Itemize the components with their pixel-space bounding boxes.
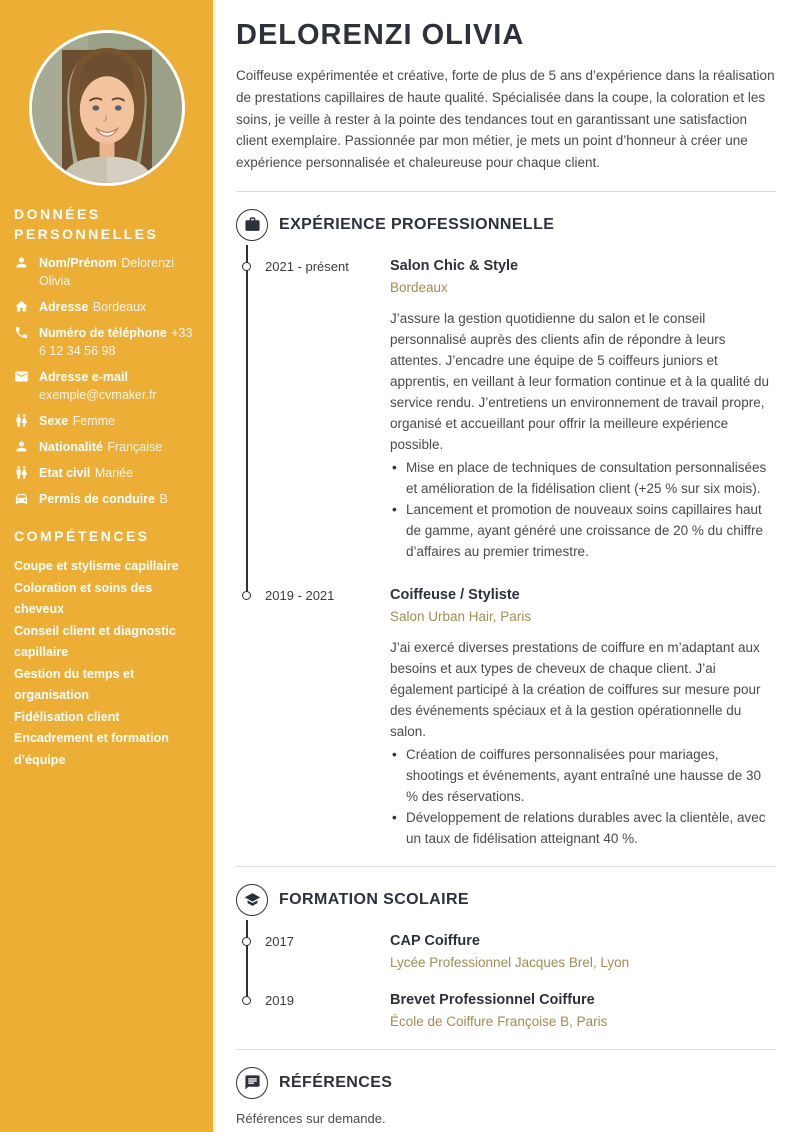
experience-entry	[246, 257, 776, 586]
list-item-driving-license	[14, 490, 199, 508]
education-entry	[246, 932, 776, 991]
skill-item: Coupe et stylisme capillaire	[14, 559, 179, 573]
profile-summary: Coiffeuse expérimentée et créative, forte de plus de 5 ans d’expérience dans la réalisation de prestations capillaires de haute qualité. Spécialisée dans la coupe, la coloration et les soins, je veille à rester à la pointe des tendances tout en garantissant une satisfaction client exemplaire. Passionnée par mon métier, je mets un point d’honneur à créer une expérience personnalisée et chaleureuse pour chaque client.	[236, 68, 775, 171]
education-section-head	[236, 884, 776, 916]
email-icon	[14, 369, 29, 384]
gender-icon	[14, 413, 29, 428]
timeline-dot	[242, 591, 251, 600]
section-divider	[236, 866, 776, 867]
skill-item: Conseil client et diagnostic capillaire	[14, 623, 176, 659]
bullet-item: • Développement de relations durables avec la clientèle, avec un taux de fidélisation atteignant 40 %.	[390, 807, 776, 849]
entry-degree: CAP Coiffure	[390, 932, 480, 949]
field-value: +33 6 12 34 56 98	[39, 326, 193, 358]
entry-school: Lycée Professionnel Jacques Brel, Lyon	[390, 954, 630, 970]
list-item-marital-status	[14, 464, 199, 482]
list-item-gender	[14, 412, 199, 430]
education-entry	[246, 991, 776, 1032]
personal-data-heading: DONNÉES PERSONNELLES	[14, 206, 159, 242]
education-entries	[246, 932, 776, 1032]
skill-item: Coloration et soins des cheveux	[14, 580, 153, 616]
list-item-nationality	[14, 438, 199, 456]
personal-data-list	[14, 254, 199, 508]
skill-item: Gestion du temps et organisation	[14, 666, 135, 702]
entry-school: École de Coiffure Françoise B, Paris	[390, 1013, 608, 1029]
field-label: Nom/Prénom	[39, 256, 117, 270]
list-item-email	[14, 368, 199, 404]
experience-section	[236, 209, 776, 849]
references-section-head	[236, 1067, 776, 1099]
entry-bullets	[390, 457, 776, 562]
experience-entries	[246, 257, 776, 849]
page-title: DELORENZI OLIVIA	[236, 19, 525, 51]
list-item-address	[14, 298, 199, 316]
experience-entry	[246, 586, 776, 849]
field-label: Etat civil	[39, 466, 91, 480]
field-value: Française	[107, 440, 163, 454]
section-divider	[236, 191, 776, 192]
chat-bubble-icon	[236, 1067, 268, 1099]
field-label: Sexe	[39, 414, 69, 428]
car-icon	[14, 491, 29, 506]
phone-icon	[14, 325, 29, 340]
bullet-item: • Lancement et promotion de nouveaux soins capillaires haut de gamme, ayant généré une croissance de 20 % du chiffre d’affaires au premier trimestre.	[390, 499, 776, 562]
entry-degree: Brevet Professionnel Coiffure	[390, 991, 595, 1008]
field-label: Permis de conduire	[39, 492, 156, 506]
graduation-cap-icon	[236, 884, 268, 916]
section-title: EXPÉRIENCE PROFESSIONNELLE	[279, 215, 555, 233]
skills-list	[14, 556, 199, 771]
field-label: Adresse e-mail	[39, 370, 128, 384]
entry-description: J’assure la gestion quotidienne du salon et le conseil personnalisé auprès des clients afin de répondre à leurs attentes. J’encadre une équipe de 5 coiffeurs juniors et apprentis, en veillant à leur formation continue et à la qualité du service rendu. J’entretiens un environnement de travail propre, organisé et accueillant pour offrir la meilleure expérience possible.	[390, 310, 769, 452]
field-value: B	[159, 492, 168, 506]
section-title: RÉFÉRENCES	[279, 1073, 393, 1091]
profile-photo	[29, 30, 185, 186]
section-divider	[236, 1049, 776, 1050]
timeline-dot	[242, 996, 251, 1005]
entry-organization: Bordeaux	[390, 279, 448, 295]
entry-role: Salon Chic & Style	[390, 257, 519, 274]
list-item-name	[14, 254, 199, 290]
list-item-phone	[14, 324, 199, 360]
avatar-illustration	[32, 33, 182, 183]
entry-period: 2021 - présent	[265, 258, 349, 274]
sidebar	[0, 0, 216, 1132]
field-label: Numéro de téléphone	[39, 326, 167, 340]
entry-description: J’ai exercé diverses prestations de coiffure en m’adaptant aux besoins et aux types de cheveux de chaque client. J’ai également participé à la création de coiffures sur mesure pour des événements spéciaux et à la gestion opérationnelle du salon.	[390, 639, 761, 739]
person-icon	[14, 255, 29, 270]
skill-item: Encadrement et formation d’équipe	[14, 731, 169, 767]
section-title: FORMATION SCOLAIRE	[279, 890, 470, 908]
experience-section-head	[236, 209, 776, 241]
timeline-dot	[242, 262, 251, 271]
people-icon	[14, 465, 29, 480]
field-value: Delorenzi Olivia	[39, 256, 175, 288]
education-section	[236, 884, 776, 1032]
skills-heading: COMPÉTENCES	[14, 528, 150, 544]
timeline-dot	[242, 937, 251, 946]
person-icon	[14, 439, 29, 454]
main-content	[236, 0, 776, 1126]
entry-role: Coiffeuse / Styliste	[390, 586, 520, 603]
skill-item: Fidélisation client	[14, 709, 120, 724]
field-value: Bordeaux	[92, 300, 147, 314]
briefcase-icon	[236, 209, 268, 241]
bullet-item: • Mise en place de techniques de consultation personnalisées et amélioration de la fidélisation client (+25 % sur six mois).	[390, 457, 776, 499]
references-section	[236, 1067, 776, 1126]
field-label: Adresse	[39, 300, 89, 314]
entry-bullets	[390, 744, 776, 849]
field-value: exemple@cvmaker.fr	[39, 388, 157, 402]
entry-period: 2019 - 2021	[265, 587, 335, 603]
field-label: Nationalité	[39, 440, 103, 454]
home-icon	[14, 299, 29, 314]
field-value: Mariée	[94, 466, 134, 480]
bullet-item: • Création de coiffures personnalisées pour mariages, shootings et événements, ayant entraîné une hausse de 30 % des réservations.	[390, 744, 776, 807]
entry-organization: Salon Urban Hair, Paris	[390, 608, 532, 624]
entry-period: 2017	[265, 933, 294, 949]
entry-period: 2019	[265, 992, 294, 1008]
field-value: Femme	[72, 414, 116, 428]
references-text: Références sur demande.	[236, 1110, 386, 1126]
